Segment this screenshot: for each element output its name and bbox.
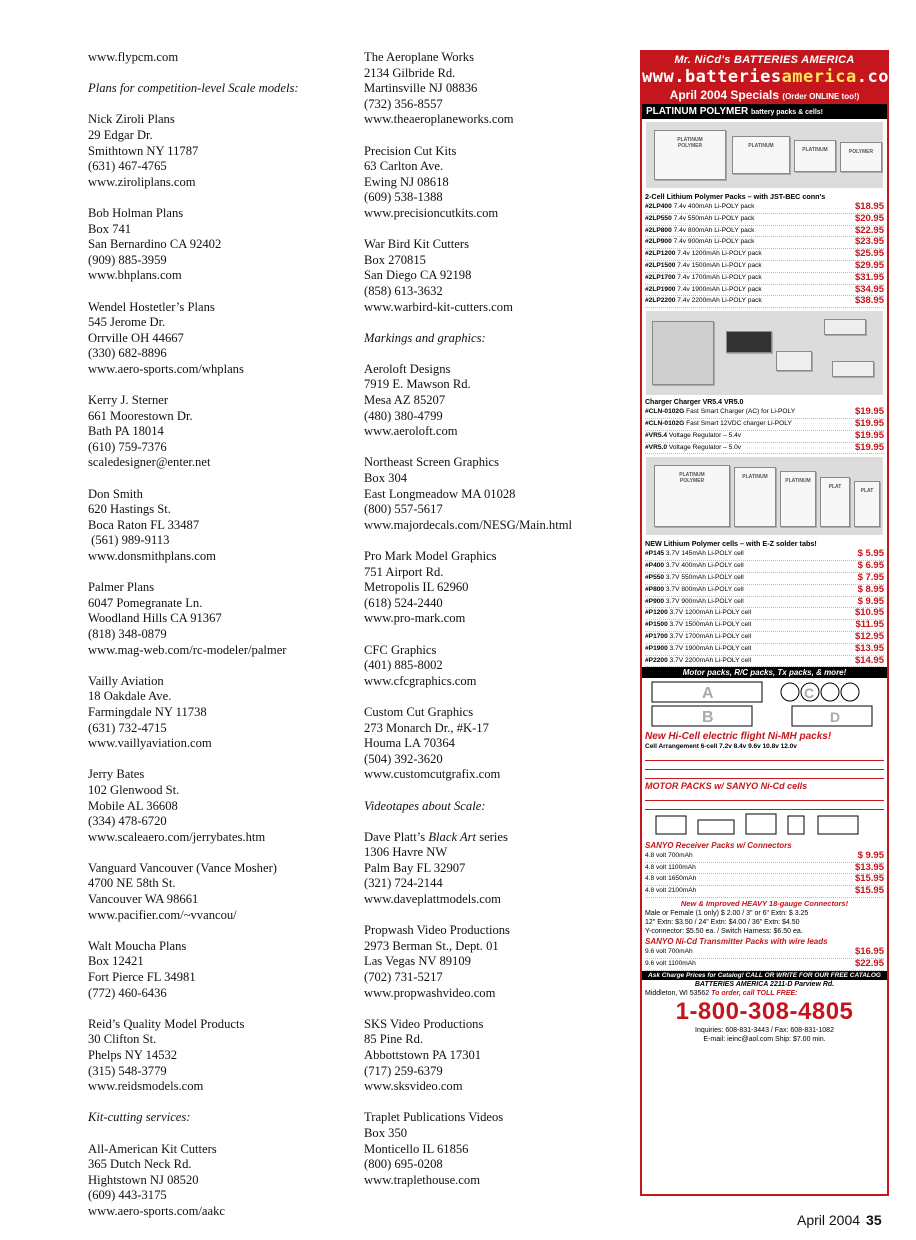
ad-address-line-2: Middleton, WI 53562 To order, call TOLL FREE: (645, 989, 798, 997)
price-row (645, 886, 884, 898)
toll-free-number: 1-800-308-4805 (675, 997, 854, 1025)
price-row (645, 597, 884, 609)
listing: SKS Video Productions 85 Pine Rd. Abbottstown PA 17301 (717) 259-6379 www.sksvideo.com (364, 1016, 484, 1094)
listing: Don Smith 620 Hastings St. Boca Raton FL 33487 (561) 989-9113 www.donsmithplans.com (88, 486, 216, 563)
section-heading-plans: Plans for competition-level Scale models: (88, 81, 299, 96)
price-row (645, 407, 884, 419)
transmitter-price-list (642, 947, 887, 971)
motor-packs-banner: Motor packs, R/C packs, Tx packs, & more! (642, 667, 887, 678)
price-value: $15.95 (854, 885, 884, 897)
price-row-desc: 9.6 volt 1100mAh (645, 959, 696, 967)
price-row-desc: #P900 3.7V 900mAh Li-POLY cell (645, 597, 744, 605)
price-row (645, 285, 884, 297)
price-value: $11.95 (855, 619, 884, 631)
hi-cell-grid-rows (642, 752, 887, 780)
price-value: $13.95 (854, 861, 884, 873)
price-row-desc: 9.6 volt 700mAh (645, 948, 693, 956)
packs-heading: 2-Cell Lithium Polymer Packs – with JST-BEC conn's (645, 192, 826, 201)
price-value: $20.95 (854, 212, 884, 224)
section-heading-kit-cutting: Kit-cutting services: (88, 1110, 191, 1125)
price-row (645, 237, 884, 249)
price-value: $ 6.95 (857, 560, 884, 572)
price-value: $22.95 (854, 224, 884, 236)
lead-url: www.flypcm.com (88, 50, 179, 64)
price-row (645, 863, 884, 875)
price-row-desc: #P1700 3.7V 1700mAh Li-POLY cell (645, 632, 752, 640)
listing: Palmer Plans 6047 Pomegranate Ln. Woodland Hills CA 91367 (818) 348-0879 www.mag-web.com/rc-modeler/palmer (88, 580, 287, 657)
price-value: $12.95 (854, 630, 884, 642)
price-row (645, 202, 884, 214)
price-value: $19.95 (854, 406, 884, 418)
listing: CFC Graphics (401) 885-8002 www.cfcgraphics.com (364, 642, 477, 688)
listing: Reid’s Quality Model Products 30 Clifton St. Phelps NY 14532 (315) 548-3779 www.reidsmodels.com (88, 1016, 245, 1094)
price-value: $29.95 (854, 259, 884, 271)
directory-column-2 (364, 50, 626, 1204)
price-row-desc: #2LP1900 7.4v 1900mAh Li-POLY pack (645, 285, 762, 293)
price-value: $31.95 (854, 271, 884, 283)
listing: Nick Ziroli Plans 29 Edgar Dr. Smithtown NY 11787 (631) 467-4765 www.ziroliplans.com (88, 112, 199, 189)
price-value: $ 8.95 (857, 583, 884, 595)
price-row-desc: #P800 3.7V 800mAh Li-POLY cell (645, 585, 744, 593)
price-row-desc: #2LP1200 7.4v 1200mAh Li-POLY pack (645, 250, 762, 258)
price-row (645, 874, 884, 886)
pack-arrangement-diagram (642, 678, 887, 730)
price-row-desc: 4.8 volt 2100mAh (645, 887, 697, 895)
price-row-desc: #CLN-0102G Fast Smart 12VDC charger Li-POLY (645, 419, 792, 427)
price-row (645, 431, 884, 443)
price-row-desc: #P1900 3.7V 1900mAh Li-POLY cell (645, 644, 752, 652)
ad-url: www.batteriesamerica.com (642, 67, 900, 87)
price-value: $10.95 (854, 607, 884, 619)
price-value: $19.95 (854, 441, 884, 453)
price-row (645, 573, 884, 585)
listing: Northeast Screen Graphics Box 304 East Longmeadow MA 01028 (800) 557-5617 www.majordecals.com/NESG/Main.html (364, 455, 572, 532)
price-row (645, 226, 884, 238)
price-row-desc: #VR5.0 Voltage Regulator – 5.0v (645, 443, 742, 451)
hi-cell-grid-header: Cell Arrangement 6-cell 7.2v 8.4v 9.6v 10.8v 12.0v (645, 743, 797, 751)
transmitter-headline: SANYO Ni-Cd Transmitter Packs with wire leads (645, 937, 828, 947)
listing: Wendel Hostetler’s Plans 545 Jerome Dr. Orrville OH 44667 (330) 682-8896 www.aero-sports.com/whplans (88, 299, 244, 376)
listing: War Bird Kit Cutters Box 270815 San Diego CA 92198 (858) 613-3632 www.warbird-kit-cutters.com (364, 237, 513, 314)
motor-packs-headline: MOTOR PACKS w/ SANYO Ni-Cd cells (645, 780, 808, 791)
charger-price-list (642, 407, 887, 454)
price-row-desc: #P1200 3.7V 1200mAh Li-POLY cell (645, 609, 752, 617)
page-number: 35 (866, 1212, 882, 1228)
svg-text:B: B (702, 709, 714, 727)
listing: Traplet Publications Videos Box 350 Monticello IL 61856 (800) 695-0208 www.traplethouse.com (364, 1110, 504, 1187)
price-row (645, 644, 884, 656)
price-row (645, 214, 884, 226)
catalog-banner: Ask Charge Prices for Catalog! CALL OR WRITE FOR OUR FREE CATALOG (642, 971, 887, 980)
listing: Jerry Bates 102 Glenwood St. Mobile AL 36608 (334) 478-6720 www.scaleaero.com/jerrybates.htm (88, 767, 266, 844)
packs-price-list (642, 202, 887, 308)
listing: The Aeroplane Works 2134 Gilbride Rd. Martinsville NJ 08836 (732) 356-8557 www.theaeroplaneworks.com (364, 50, 514, 127)
listing: Vanguard Vancouver (Vance Mosher) 4700 NE 58th St. Vancouver WA 98661 www.pacifier.com/~vvancou/ (88, 860, 277, 922)
cells-photo: PLATINUM POLYMER PLATINUM PLATINUM PLAT PLAT (646, 457, 883, 535)
price-row (645, 273, 884, 285)
price-row-desc: 4.8 volt 1650mAh (645, 875, 697, 883)
price-row-desc: #2LP900 7.4v 900mAh Li-POLY pack (645, 238, 755, 246)
listing: Pro Mark Model Graphics 751 Airport Rd. Metropolis IL 62960 (618) 524-2440 www.pro-mark.com (364, 549, 497, 626)
ad-address: BATTERIES AMERICA 2211-D Parview Rd. (694, 980, 835, 988)
receiver-price-list (642, 851, 887, 898)
listing: Aeroloft Designs 7919 E. Mawson Rd. Mesa AZ 85207 (480) 380-4799 www.aeroloft.com (364, 361, 471, 439)
charger-caption: Charger Charger VR5.4 VR5.0 (645, 399, 744, 407)
price-value: $14.95 (854, 654, 884, 666)
price-row (645, 620, 884, 632)
price-value: $ 7.95 (857, 571, 884, 583)
connector-price-1: Male or Female (1 only) $ 2.00 / 3" or 6" Extn: $ 3.25 (645, 910, 809, 918)
listing: Walt Moucha Plans Box 12421 Fort Pierce FL 34981 (772) 460-6436 (88, 938, 196, 1000)
issue-date: April 2004 (797, 1212, 861, 1228)
price-value: $25.95 (854, 248, 884, 260)
price-row (645, 656, 884, 668)
price-value: $38.95 (854, 295, 884, 307)
connectors-headline: New & Improved HEAVY 18-gauge Connectors! (680, 899, 849, 909)
cells-heading: NEW Lithium Polymer cells – with E-Z solder tabs! (645, 539, 817, 549)
price-row-desc: 4.8 volt 1100mAh (645, 863, 696, 871)
price-row-desc: #P400 3.7V 400mAh Li-POLY cell (645, 562, 744, 570)
price-row (645, 249, 884, 261)
price-value: $ 9.95 (857, 849, 884, 861)
motor-packs-grid (642, 792, 887, 810)
price-row-desc: #CLN-0102G Fast Smart Charger (AC) for Li-POLY (645, 408, 796, 416)
price-value: $15.95 (854, 873, 884, 885)
price-row (645, 549, 884, 561)
chargers-photo (646, 311, 883, 395)
listing: Kerry J. Sterner 661 Moorestown Dr. Bath PA 18014 (610) 759-7376 scaledesigner@enter.net (88, 393, 211, 470)
price-row-desc: #2LP400 7.4v 400mAh Li-POLY pack (645, 203, 755, 210)
svg-text:A: A (702, 685, 714, 703)
page-footer (797, 1212, 882, 1228)
price-row-desc: #VR5.4 Voltage Regulator – 5.4v (645, 431, 742, 439)
price-row (645, 296, 884, 308)
listing: Vailly Aviation 18 Oakdale Ave. Farmingdale NY 11738 (631) 732-4715 www.vaillyaviation.com (88, 673, 212, 751)
price-row-desc: #2LP1700 7.4v 1700mAh Li-POLY pack (645, 273, 762, 281)
email-line: E-mail: ieinc@aol.com Ship: $7.00 min. (703, 1035, 826, 1043)
price-row (645, 585, 884, 597)
price-value: $ 9.95 (857, 595, 884, 607)
price-value: $22.95 (854, 957, 884, 969)
listing: All-American Kit Cutters 365 Dutch Neck Rd. Hightstown NJ 08520 (609) 443-3175 www.aero-sports.com/aakc (88, 1141, 225, 1218)
sanyo-receiver-headline: SANYO Receiver Packs w/ Connectors (645, 840, 792, 850)
price-row-desc: 4.8 volt 700mAh (645, 851, 693, 859)
battery-packs-photo: PLATINUM POLYMER PLATINUM PLATINUM POLYMER (646, 122, 883, 188)
price-row (645, 959, 884, 971)
section-heading-markings: Markings and graphics: (364, 330, 486, 345)
listing: Propwash Video Productions 2973 Berman St., Dept. 01 Las Vegas NV 89109 (702) 731-5217 www.propwashvideo.com (364, 923, 510, 1000)
price-row-desc: #2LP2200 7.4v 2200mAh Li-POLY pack (645, 297, 762, 305)
section-heading-videotapes: Videotapes about Scale: (364, 798, 486, 813)
batteries-america-ad (640, 50, 900, 1196)
price-row-desc: #P145 3.7V 145mAh Li-POLY cell (645, 550, 744, 558)
price-value: $ 5.95 (857, 548, 884, 560)
price-value: $23.95 (854, 236, 884, 248)
price-value: $19.95 (854, 417, 884, 429)
price-value: $13.95 (854, 642, 884, 654)
svg-text:D: D (830, 709, 841, 726)
price-row-desc: #P2200 3.7V 2200mAh Li-POLY cell (645, 656, 752, 664)
listing: Custom Cut Graphics 273 Monarch Dr., #K-17 Houma LA 70364 (504) 392-3620 www.customcutgrafix.com (364, 704, 501, 782)
receiver-pack-shapes (642, 810, 887, 840)
svg-text:C: C (804, 685, 815, 702)
connector-price-2: 12" Extn: $3.50 / 24" Extn: $4.00 / 36" Extn: $4.50 (645, 919, 800, 927)
price-row (645, 851, 884, 863)
price-row-desc: #2LP550 7.4v 550mAh Li-POLY pack (645, 214, 755, 222)
price-row (645, 443, 884, 455)
hi-cell-headline: New Hi-Cell electric flight Ni-MH packs! (645, 731, 832, 743)
price-value: $19.95 (854, 429, 884, 441)
price-row-desc: #P1500 3.7V 1500mAh Li-POLY cell (645, 621, 752, 629)
price-row (645, 608, 884, 620)
price-row (645, 561, 884, 573)
price-value: $18.95 (854, 201, 884, 212)
connector-price-3: Y-connector: $5.50 ea. / Switch Harness: $6.50 ea. (645, 928, 803, 936)
listing: Precision Cut Kits 63 Carlton Ave. Ewing NJ 08618 (609) 538-1388 www.precisioncutkits.com (364, 143, 499, 220)
ad-brand: Mr. NiCd's BATTERIES AMERICA (642, 52, 887, 67)
ad-specials: April 2004 Specials (Order ONLINE too!) (642, 88, 887, 104)
inquiries-line: Inquiries: 608-831-3443 / Fax: 608-831-1082 (695, 1026, 834, 1034)
cells-price-list (642, 549, 887, 667)
price-value: $16.95 (854, 946, 884, 958)
price-row (645, 632, 884, 644)
directory-column-1 (88, 50, 350, 1235)
price-row (645, 419, 884, 431)
price-row-desc: #2LP800 7.4v 800mAh Li-POLY pack (645, 226, 755, 234)
price-row-desc: #2LP1500 7.4v 1500mAh Li-POLY pack (645, 261, 762, 269)
listing: Bob Holman Plans Box 741 San Bernardino CA 92402 (909) 885-3959 www.bhplans.com (88, 205, 222, 283)
price-row (645, 261, 884, 273)
price-row (645, 947, 884, 959)
ad-platinum-banner: PLATINUM POLYMER battery packs & cells! (642, 104, 887, 119)
price-row-desc: #P550 3.7V 550mAh Li-POLY cell (645, 573, 744, 581)
price-value: $34.95 (854, 283, 884, 295)
listing: Dave Platt’s Black Art series 1306 Havre NW Palm Bay FL 32907 (321) 724-2144 www.daveplattmodels.com (364, 829, 508, 907)
